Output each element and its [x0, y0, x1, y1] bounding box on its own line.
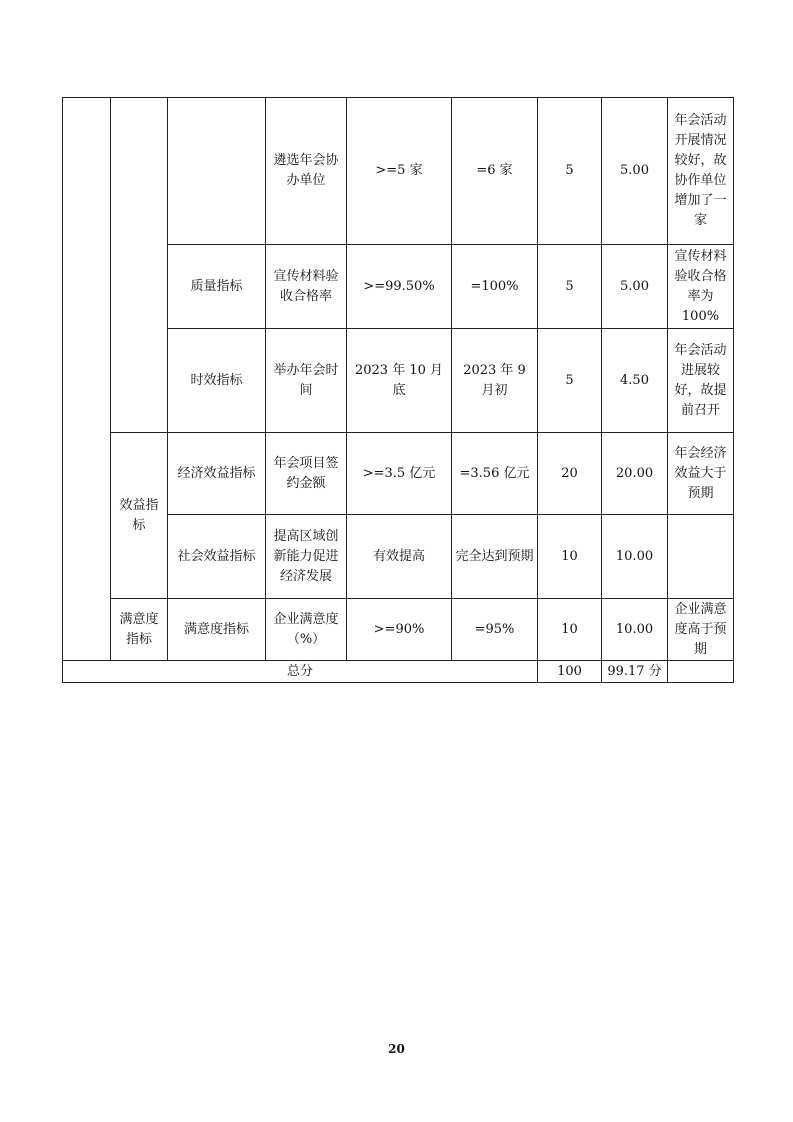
note-cell: 企业满意度高于预期: [668, 599, 734, 661]
category-cell: 满意度指标: [111, 599, 168, 661]
category-cell: 效益指标: [111, 433, 168, 599]
total-row: [63, 661, 734, 683]
table-row: [63, 98, 734, 245]
total-score: 99.17 分: [602, 661, 668, 683]
target-cell: >=90%: [347, 599, 452, 661]
indicator-cell: 遴选年会协办单位: [266, 98, 347, 245]
score-cell: 4.50: [602, 329, 668, 433]
note-cell: 年会经济效益大于预期: [668, 433, 734, 515]
total-note-empty: [668, 661, 734, 683]
indicator-cell: 提高区域创新能力促进经济发展: [266, 515, 347, 599]
indicator-cell: 年会项目签约金额: [266, 433, 347, 515]
score-cell: 20.00: [602, 433, 668, 515]
weight-cell: 20: [538, 433, 602, 515]
sub-category-cell: 经济效益指标: [168, 433, 266, 515]
actual-cell: =100%: [452, 245, 538, 329]
score-cell: 5.00: [602, 245, 668, 329]
table-row: [63, 433, 734, 515]
target-cell: 有效提高: [347, 515, 452, 599]
target-cell: >=3.5 亿元: [347, 433, 452, 515]
sub-category-cell: 质量指标: [168, 245, 266, 329]
sub-category-cell: [168, 98, 266, 245]
actual-cell: =3.56 亿元: [452, 433, 538, 515]
weight-cell: 5: [538, 98, 602, 245]
target-cell: >=99.50%: [347, 245, 452, 329]
indicator-cell: 企业满意度（%）: [266, 599, 347, 661]
sub-category-cell: 满意度指标: [168, 599, 266, 661]
weight-cell: 10: [538, 599, 602, 661]
performance-table: [62, 97, 734, 683]
level1-cell-empty: [63, 98, 111, 661]
target-cell: 2023 年 10 月底: [347, 329, 452, 433]
total-label: 总分: [63, 661, 538, 683]
weight-cell: 10: [538, 515, 602, 599]
score-cell: 10.00: [602, 599, 668, 661]
weight-cell: 5: [538, 245, 602, 329]
total-weight: 100: [538, 661, 602, 683]
sub-category-cell: 时效指标: [168, 329, 266, 433]
actual-cell: =95%: [452, 599, 538, 661]
note-cell: 宣传材料验收合格率为 100%: [668, 245, 734, 329]
page-number: 20: [388, 1042, 405, 1056]
score-cell: 10.00: [602, 515, 668, 599]
indicator-cell: 举办年会时间: [266, 329, 347, 433]
table-row: [63, 599, 734, 661]
actual-cell: =6 家: [452, 98, 538, 245]
actual-cell: 完全达到预期: [452, 515, 538, 599]
note-cell: 年会活动进展较好，故提前召开: [668, 329, 734, 433]
score-cell: 5.00: [602, 98, 668, 245]
target-cell: >=5 家: [347, 98, 452, 245]
sub-category-cell: 社会效益指标: [168, 515, 266, 599]
category-cell-output: [111, 98, 168, 433]
indicator-cell: 宣传材料验收合格率: [266, 245, 347, 329]
actual-cell: 2023 年 9 月初: [452, 329, 538, 433]
note-cell: [668, 515, 734, 599]
note-cell: 年会活动开展情况较好，故协作单位增加了一家: [668, 98, 734, 245]
weight-cell: 5: [538, 329, 602, 433]
